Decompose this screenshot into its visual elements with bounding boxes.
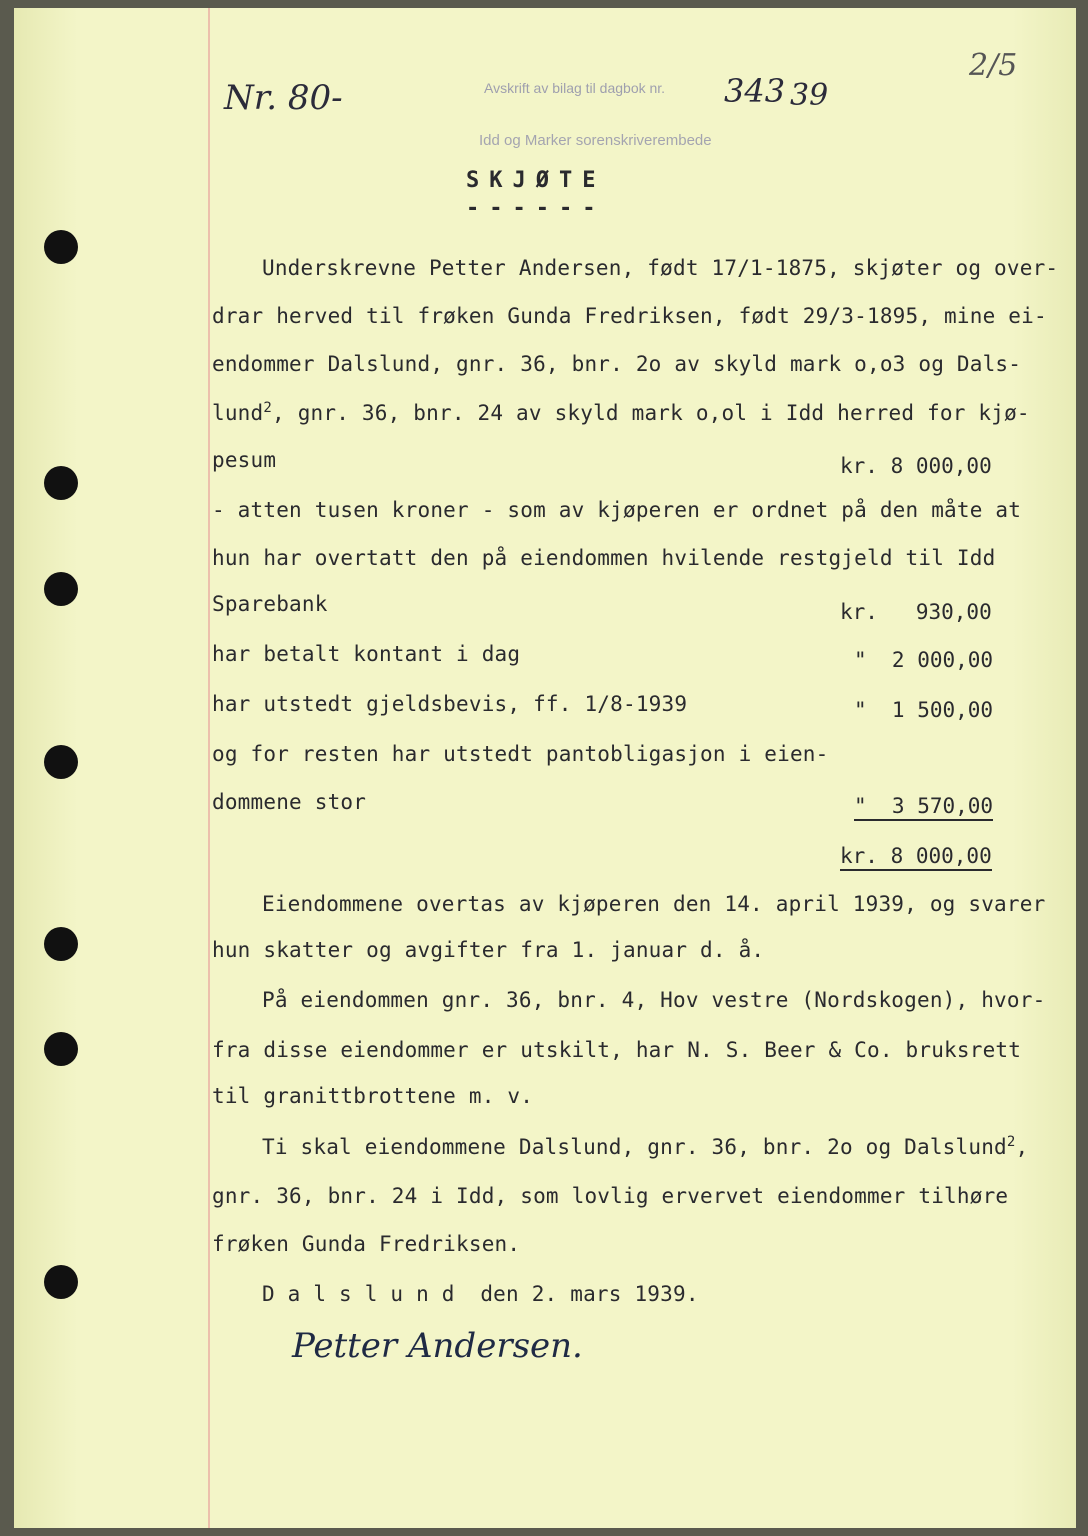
text-line: fra disse eiendommer er utskilt, har N. S. Beer & Co. bruksrett bbox=[212, 1038, 1022, 1062]
text-line: På eiendommen gnr. 36, bnr. 4, Hov vestre (Nordskogen), hvor- bbox=[262, 988, 1046, 1012]
text-line: Underskrevne Petter Andersen, født 17/1-1875, skjøter og over- bbox=[262, 256, 1059, 280]
text-line: lund$^2$, gnr. 36, bnr. 24 av skyld mark o,ol i Idd herred for kjø- bbox=[212, 400, 1030, 425]
punch-hole bbox=[44, 1265, 78, 1299]
stamp-office: Idd og Marker sorenskriverembede bbox=[479, 132, 712, 149]
text-line: gnr. 36, bnr. 24 i Idd, som lovlig ervervet eiendommer tilhøre bbox=[212, 1184, 1009, 1208]
text-line: dommene stor bbox=[212, 790, 367, 814]
text-line: endommer Dalslund, gnr. 36, bnr. 2o av skyld mark o,o3 og Dals- bbox=[212, 352, 1022, 376]
dagbok-year: 39 bbox=[790, 78, 829, 113]
punch-hole bbox=[44, 466, 78, 500]
signature: Petter Andersen. bbox=[292, 1326, 583, 1366]
text-line: frøken Gunda Fredriksen. bbox=[212, 1232, 521, 1256]
punch-hole bbox=[44, 230, 78, 264]
stamp-text: Avskrift av bilag til dagbok nr. bbox=[484, 80, 666, 96]
punch-hole bbox=[44, 745, 78, 779]
amount: kr. 930,00 bbox=[840, 600, 992, 624]
text-line: Ti skal eiendommene Dalslund, gnr. 36, bnr. 2o og Dalslund$^2$, bbox=[262, 1134, 1029, 1159]
document-page bbox=[14, 8, 1076, 1528]
text-line: har utstedt gjeldsbevis, ff. 1/8-1939 bbox=[212, 692, 688, 716]
punch-hole bbox=[44, 572, 78, 606]
margin-line bbox=[208, 8, 210, 1528]
handwritten-number: Nr. 80- bbox=[224, 78, 343, 118]
text-line: drar herved til frøken Gunda Fredriksen, født 29/3-1895, mine ei- bbox=[212, 304, 1047, 328]
text-line: Sparebank bbox=[212, 592, 328, 616]
amount: kr. 8 000,00 bbox=[840, 454, 992, 478]
text-line: pesum bbox=[212, 448, 277, 472]
text-line: og for resten har utstedt pantobligasjon i eien- bbox=[212, 742, 829, 766]
text-line: Eiendommene overtas av kjøperen den 14. april 1939, og svarer bbox=[262, 892, 1046, 916]
text-line: - atten tusen kroner - som av kjøperen er ordnet på den måte at bbox=[212, 498, 1022, 522]
document-title: SKJØTE bbox=[466, 168, 606, 193]
dagbok-number: 343 bbox=[724, 72, 786, 110]
place-date: D a l s l u n d den 2. mars 1939. bbox=[262, 1282, 699, 1306]
amount: " 2 000,00 bbox=[854, 648, 994, 672]
punch-hole bbox=[44, 927, 78, 961]
punch-hole bbox=[44, 1032, 78, 1066]
amount: " 1 500,00 bbox=[854, 698, 994, 722]
amount: " 3 570,00 bbox=[854, 794, 993, 821]
text-line: til granittbrottene m. v. bbox=[212, 1084, 534, 1108]
text-line: hun skatter og avgifter fra 1. januar d. å. bbox=[212, 938, 765, 962]
text-line: hun har overtatt den på eiendommen hvilende restgjeld til Idd bbox=[212, 546, 996, 570]
text-line: har betalt kontant i dag bbox=[212, 642, 521, 666]
total-amount: kr. 8 000,00 bbox=[840, 844, 992, 871]
corner-mark: 2/5 bbox=[969, 48, 1018, 83]
title-underline: ------ bbox=[466, 196, 606, 221]
